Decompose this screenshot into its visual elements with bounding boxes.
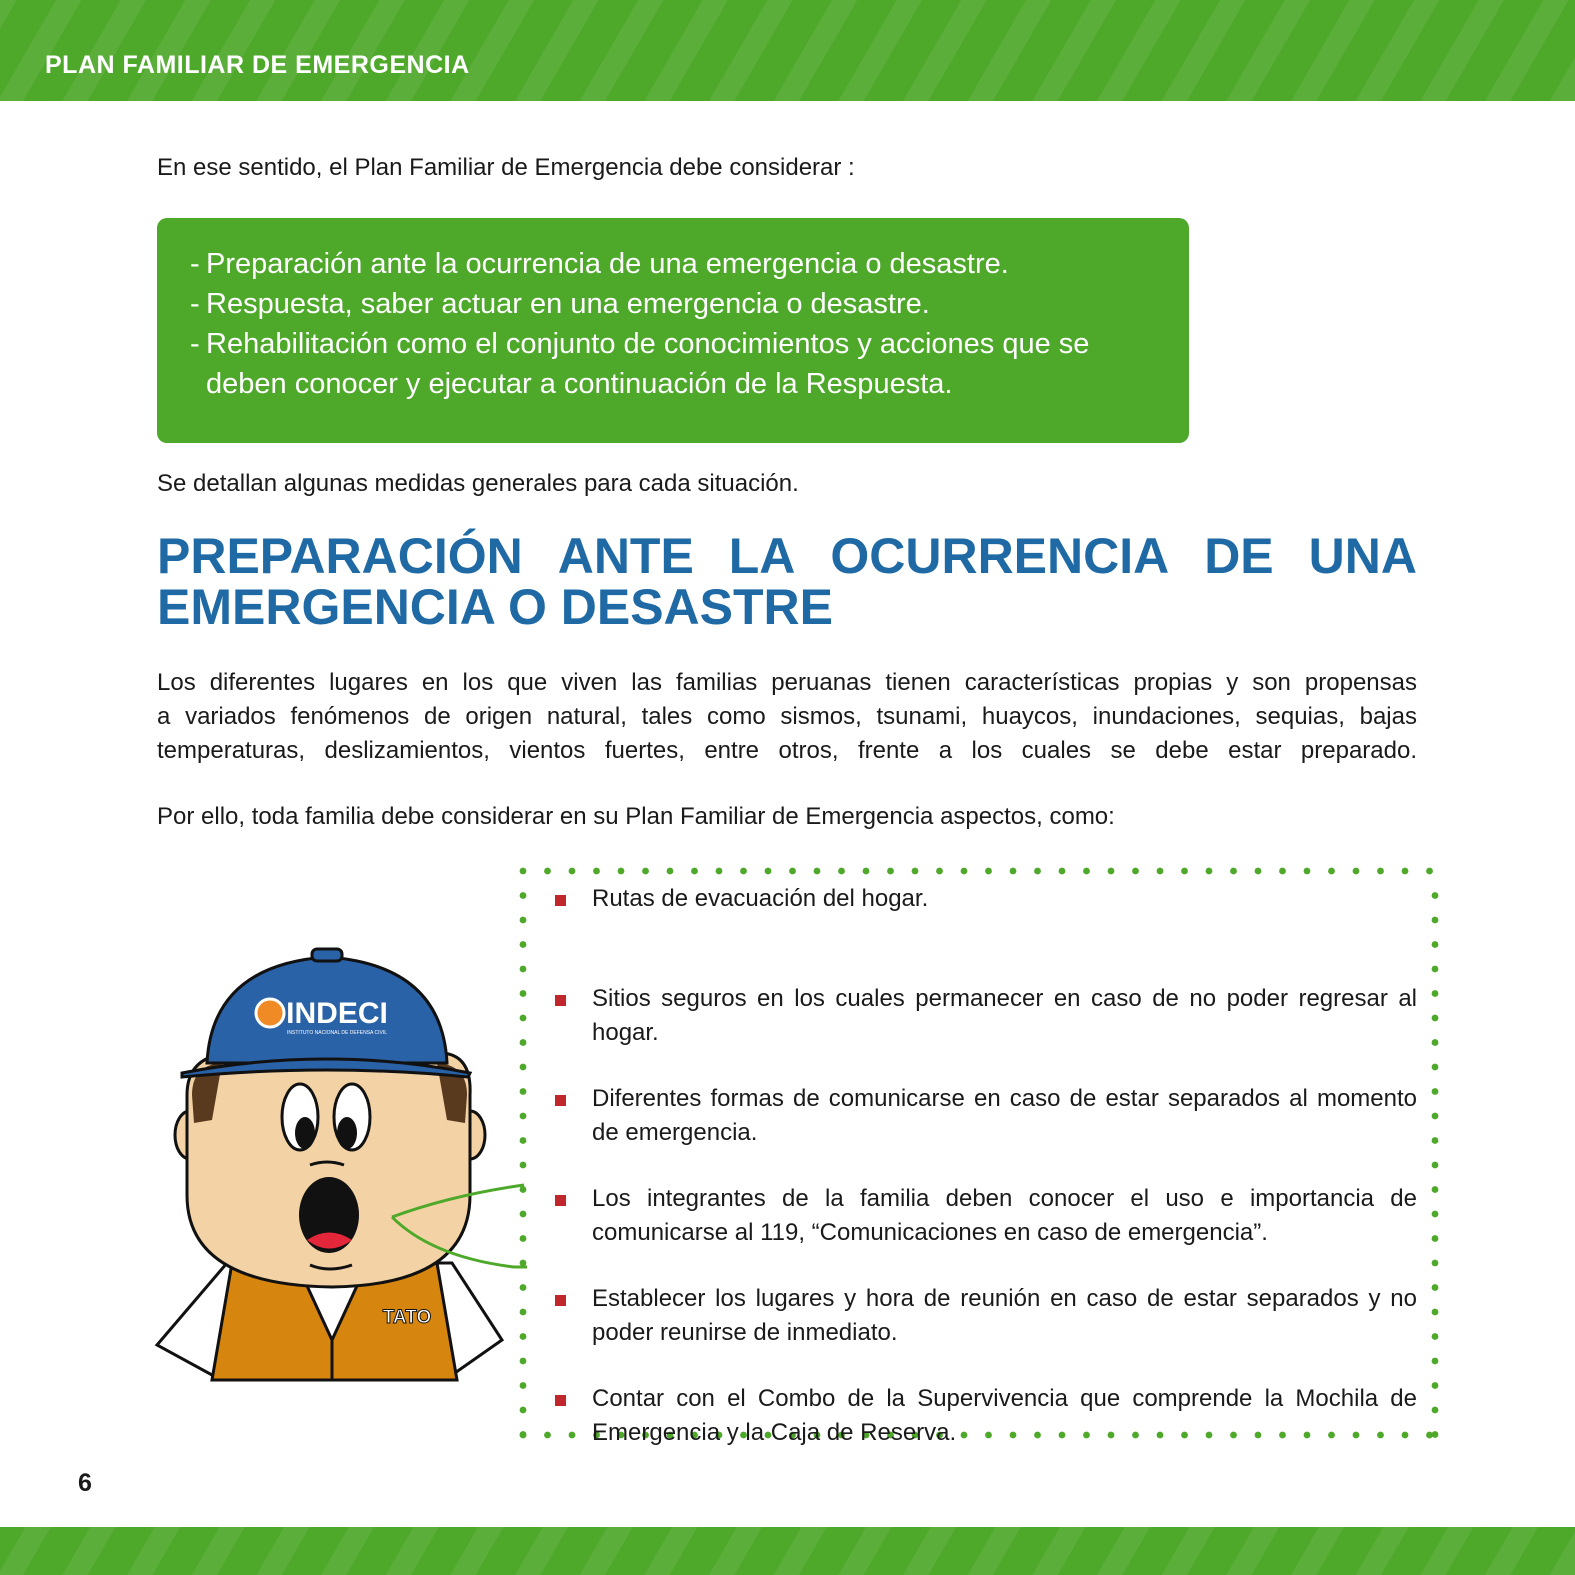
section-heading	[157, 528, 1417, 635]
border-dot	[1328, 868, 1335, 875]
border-dot	[1402, 868, 1409, 875]
border-dot	[520, 941, 527, 948]
border-dot	[520, 1235, 527, 1242]
border-dot	[1034, 868, 1041, 875]
border-dot	[1432, 892, 1439, 899]
border-dot	[985, 868, 992, 875]
border-dot	[618, 868, 625, 875]
list-item	[555, 1382, 1417, 1482]
border-dot	[520, 1431, 527, 1438]
border-dot	[1377, 868, 1384, 875]
body-line: temperaturas, deslizamientos, vientos fuertes, entre otros, frente a los cuales se debe estar preparado.	[157, 737, 1417, 764]
border-dot	[814, 868, 821, 875]
border-dot	[1432, 1358, 1439, 1365]
cap-logo-text: INDECI	[286, 997, 388, 1030]
border-dot	[520, 1407, 527, 1414]
border-dot	[520, 868, 527, 875]
border-dot	[740, 868, 747, 875]
border-dot	[520, 1382, 527, 1389]
border-dot	[520, 917, 527, 924]
aspects-intro: Por ello, toda familia debe considerar en su Plan Familiar de Emergencia aspectos, como:	[157, 803, 1115, 830]
cap-logo-subtext: INSTITUTO NACIONAL DE DEFENSA CIVIL	[286, 1030, 388, 1036]
border-dot	[1432, 1309, 1439, 1316]
phase-item: - Rehabilitación como el conjunto de conocimientos y acciones que se	[190, 324, 1169, 364]
border-dot	[887, 868, 894, 875]
border-dot	[520, 1039, 527, 1046]
body-line: Los diferentes lugares en los que viven las familias peruanas tienen características propias y son propensas	[157, 669, 1417, 696]
list-item	[555, 1282, 1417, 1382]
border-dot	[520, 1260, 527, 1267]
border-dot	[520, 1088, 527, 1095]
border-dot	[1230, 868, 1237, 875]
border-dot	[1432, 1113, 1439, 1120]
border-dot	[667, 868, 674, 875]
section-heading-line-2: EMERGENCIA O DESASTRE	[157, 579, 834, 635]
heading-word: OCURRENCIA	[830, 528, 1170, 584]
phase-item: - Respuesta, saber actuar en una emergencia o desastre.	[190, 284, 1169, 324]
border-dot	[961, 868, 968, 875]
border-dot	[544, 868, 551, 875]
border-dot	[1010, 868, 1017, 875]
list-item-text: Los integrantes de la familia deben conocer el uso e importancia de comunicarse al 119, “Comunicaciones en caso de emergencia”.	[592, 1185, 1417, 1246]
border-dot	[520, 1211, 527, 1218]
border-dot	[1255, 868, 1262, 875]
list-item-text: Contar con el Combo de la Supervivencia que comprende la Mochila de Emergencia y la Caja de Reserva.	[592, 1385, 1417, 1446]
border-dot	[1432, 1407, 1439, 1414]
border-dot	[520, 1309, 527, 1316]
body-paragraph	[157, 666, 1417, 768]
border-dot	[1353, 868, 1360, 875]
border-dot	[1432, 917, 1439, 924]
list-item-text: Sitios seguros en los cuales permanecer en caso de no poder regresar al hogar.	[592, 985, 1417, 1046]
border-dot	[789, 868, 796, 875]
phase-item-text: Respuesta, saber actuar en una emergencia o desastre.	[206, 288, 930, 320]
bullet-square-icon	[555, 1095, 566, 1106]
border-dot	[1432, 941, 1439, 948]
border-dot	[1432, 1382, 1439, 1389]
border-dot	[593, 868, 600, 875]
border-dot	[520, 1186, 527, 1193]
border-dot	[1432, 1137, 1439, 1144]
border-dot	[1432, 1162, 1439, 1169]
border-dot	[569, 868, 576, 875]
bullet-square-icon	[555, 1195, 566, 1206]
border-dot	[838, 868, 845, 875]
heading-word: PREPARACIÓN	[157, 528, 523, 584]
footer-band	[0, 1527, 1575, 1575]
phase-item-text: deben conocer y ejecutar a continuación de la Respuesta.	[206, 368, 953, 400]
border-dot	[1304, 868, 1311, 875]
phase-item-text: Rehabilitación como el conjunto de conocimientos y acciones que se	[206, 328, 1090, 360]
border-dot	[716, 868, 723, 875]
body-line: a variados fenómenos de origen natural, tales como sismos, tsunami, huaycos, inundaciones, sequias, bajas	[157, 703, 1417, 730]
border-dot	[520, 1284, 527, 1291]
border-dot	[1279, 868, 1286, 875]
list-item-text: Diferentes formas de comunicarse en caso de estar separados al momento de emergencia.	[592, 1085, 1417, 1146]
cap	[182, 949, 470, 1077]
bullet-square-icon	[555, 995, 566, 1006]
border-dot	[544, 1432, 551, 1439]
bullet-square-icon	[555, 1295, 566, 1306]
tato-mascot-illustration	[152, 945, 532, 1395]
bullet-square-icon	[555, 895, 566, 906]
border-dot	[1059, 868, 1066, 875]
border-dot	[1432, 1064, 1439, 1071]
list-item	[555, 1182, 1417, 1282]
border-dot	[863, 868, 870, 875]
border-dot	[520, 1064, 527, 1071]
page-number: 6	[78, 1469, 92, 1497]
list-item	[555, 1082, 1417, 1182]
border-dot	[520, 1137, 527, 1144]
border-dot	[520, 1333, 527, 1340]
heading-word: ANTE	[557, 528, 694, 584]
border-dot	[1432, 990, 1439, 997]
border-dot	[1432, 1039, 1439, 1046]
detail-text: Se detallan algunas medidas generales para cada situación.	[157, 470, 799, 497]
header-title: PLAN FAMILIAR DE EMERGENCIA	[45, 51, 470, 79]
heading-word: LA	[728, 528, 796, 584]
list-item	[555, 982, 1417, 1082]
border-dot	[1432, 1284, 1439, 1291]
list-item-text: Rutas de evacuación del hogar.	[592, 885, 929, 912]
heading-word: UNA	[1308, 528, 1417, 584]
border-dot	[912, 868, 919, 875]
border-dot	[1432, 1088, 1439, 1095]
border-dot	[1157, 868, 1164, 875]
phase-item-text: Preparación ante la ocurrencia de una emergencia o desastre.	[206, 248, 1009, 280]
bullet-square-icon	[555, 1395, 566, 1406]
border-dot	[520, 1113, 527, 1120]
border-dot	[1432, 1186, 1439, 1193]
border-dot	[1108, 868, 1115, 875]
phase-item: - Preparación ante la ocurrencia de una emergencia o desastre.	[190, 244, 1169, 284]
border-dot	[520, 1162, 527, 1169]
heading-word: DE	[1204, 528, 1274, 584]
border-dot	[1432, 1015, 1439, 1022]
border-dot	[936, 868, 943, 875]
border-dot	[1432, 1431, 1439, 1438]
border-dot	[1132, 868, 1139, 875]
intro-text: En ese sentido, el Plan Familiar de Emergencia debe considerar :	[157, 154, 855, 181]
border-dot	[1432, 966, 1439, 973]
border-dot	[1432, 1235, 1439, 1242]
border-dot	[1432, 1333, 1439, 1340]
border-dot	[1432, 1260, 1439, 1267]
vest-label: TATO	[382, 1307, 432, 1328]
phase-item-continued	[190, 364, 1169, 404]
phases-box	[157, 218, 1189, 443]
border-dot	[520, 966, 527, 973]
border-dot	[1432, 1211, 1439, 1218]
list-item	[555, 882, 1417, 982]
border-dot	[691, 868, 698, 875]
list-item-text: Establecer los lugares y hora de reunión en caso de estar separados y no poder reunirse de inmediato.	[592, 1285, 1417, 1346]
aspects-list	[555, 882, 1417, 1482]
border-dot	[1181, 868, 1188, 875]
border-dot	[520, 1358, 527, 1365]
border-dot	[765, 868, 772, 875]
border-dot	[1206, 868, 1213, 875]
border-dot	[520, 1015, 527, 1022]
border-dot	[520, 892, 527, 899]
border-dot	[642, 868, 649, 875]
border-dot	[1426, 868, 1433, 875]
border-dot	[1083, 868, 1090, 875]
section-heading-line-1	[157, 528, 1417, 584]
border-dot	[520, 990, 527, 997]
